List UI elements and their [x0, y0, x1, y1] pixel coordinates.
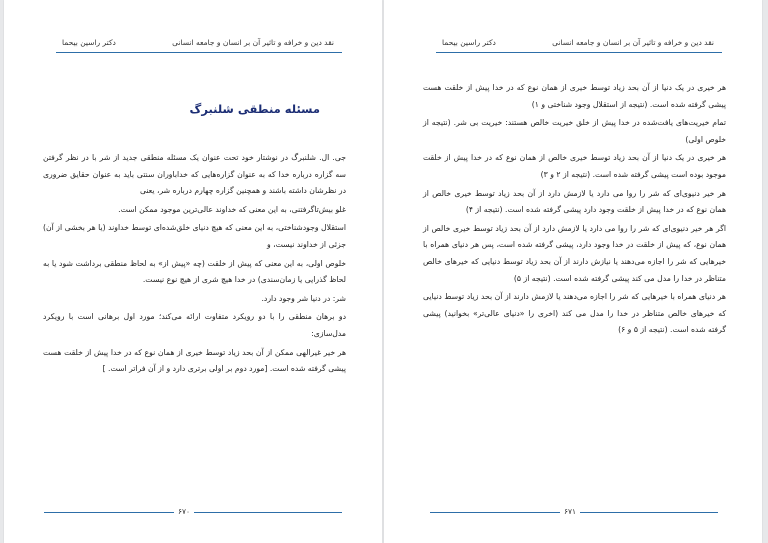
paragraph: دو برهان منطقی را با دو رویکرد متفاوت ارائه می‌کند؛ مورد اول برهانی است با رویکرد مدل‌سازی: [43, 312, 346, 338]
page-number: ۶۷۱ [560, 507, 580, 516]
paragraph: شر: در دنیا شر وجود دارد. [261, 293, 346, 303]
body-text [423, 80, 726, 341]
header-rule [56, 52, 342, 53]
paragraph: غلو بیش‌تاگرفتنی، به این معنی که خداوند عالی‌ترین موجود ممکن است. [118, 204, 346, 214]
paragraph: خلوص اولی، به این معنی که پیش از خلقت (چه «پیش از» به لحاظ منطقی برداشت شود یا به لحاظ گذرایی یا زمان‌سندی) در خدا هیچ شری از هیچ نوع نیست. [43, 258, 346, 285]
paragraph: هر خیری در یک دنیا از آن بحد زیاد توسط خیری خالص از همان نوع که در خدا پیش از خلقت موجود بوده است پیشی گرفته شده است. (نتیجه از ۲ و ۳) [423, 153, 726, 179]
body-text [43, 150, 346, 380]
paragraph: هر دنیای همراه با خیرهایی که شر را اجازه می‌دهند یا لازمش دارند از آن بحد زیاد توسط دنیایی که خیرهای خالص متناظر در خدا را مدل می کند (اخری را «دنیای عالی‌تر» بخوانید) پیشی گرفته شده است. (نتیجه از ۵ و ۶) [423, 292, 726, 335]
header-rule [436, 52, 722, 53]
paragraph: هر خیر دنیوی‌ای که شر را روا می دارد یا لازمش دارد از آن بحد زیاد توسط خیری خالص از همان نوع که در خدا پیش از خلقت وجود دارد پیشی گرفته شده است. (نتیجه از ۴) [423, 188, 726, 215]
paragraph: هر خیری در یک دنیا از آن بحد زیاد توسط خیری از همان نوع که در خدا پیش از خلقت هست پیشی گرفته شده است. (نتیجه از استقلال وجود شناختی و ۱) [423, 83, 726, 109]
right-page [384, 0, 762, 543]
paragraph: استقلال وجودشناختی، به این معنی که هیچ دنیای خلق‌شده‌ای توسط خداوند (یا هر بخشی از آن) جزئی از خداوند نیست، و [43, 223, 346, 249]
left-page [4, 0, 382, 543]
paragraph: جی. ال. شلنبرگ در نوشتار خود تحت عنوان یک مسئله منطقی جدید از شر با در نظر گرفتن سه گزاره درباره خدا که به عنوان گزاره‌هایی که خداباوران سنتی باید به عنوان حقایق ضروری در نظرشان داشته باشند و همچنین گزاره چهارم درباره شر، یعنی [43, 153, 346, 196]
header-book-title: نقد دین و خرافه و تاثیر آن بر انسان و جامعه انسانی [552, 38, 714, 47]
section-title: مسئله منطقی شلنبرگ [189, 102, 320, 116]
header-book-title: نقد دین و خرافه و تاثیر آن بر انسان و جامعه انسانی [172, 38, 334, 47]
paragraph: اگر هر خیر دنیوی‌ای که شر را روا می دارد یا لازمش دارد از آن بحد زیاد توسط خیری خالص از همان نوع، که پیش از خلقت در خدا وجود دارد، پیشی گرفته شده است، پس هر دنیای همراه با خیرهایی که شر را اجازه می‌دهند یا نیازش دارند از آن بحد زیاد توسط دنیایی که خیرهای خالص متناظر در خدا را مدل می کند پیشی گرفته شده است. (نتیجه از ۵) [423, 223, 726, 283]
page-number: ۶۷۰ [174, 507, 194, 516]
header-author: دکتر راسین بیحما [442, 38, 496, 47]
header-author: دکتر راسین بیحما [62, 38, 116, 47]
paragraph: تمام خیریت‌های یافت‌شده در خدا پیش از خلق خیریت خالص هستند: خیریت بی شر. (نتیجه از خلوص اولی) [423, 118, 726, 144]
paragraph: هر خیر غیرالهی ممکن از آن بحد زیاد توسط خیری از همان نوع که در خدا پیش از خلقت هست پیشی گرفته شده است. [مورد دوم بر اولی برتری دارد و از آن فراتر است. ] [43, 347, 346, 374]
